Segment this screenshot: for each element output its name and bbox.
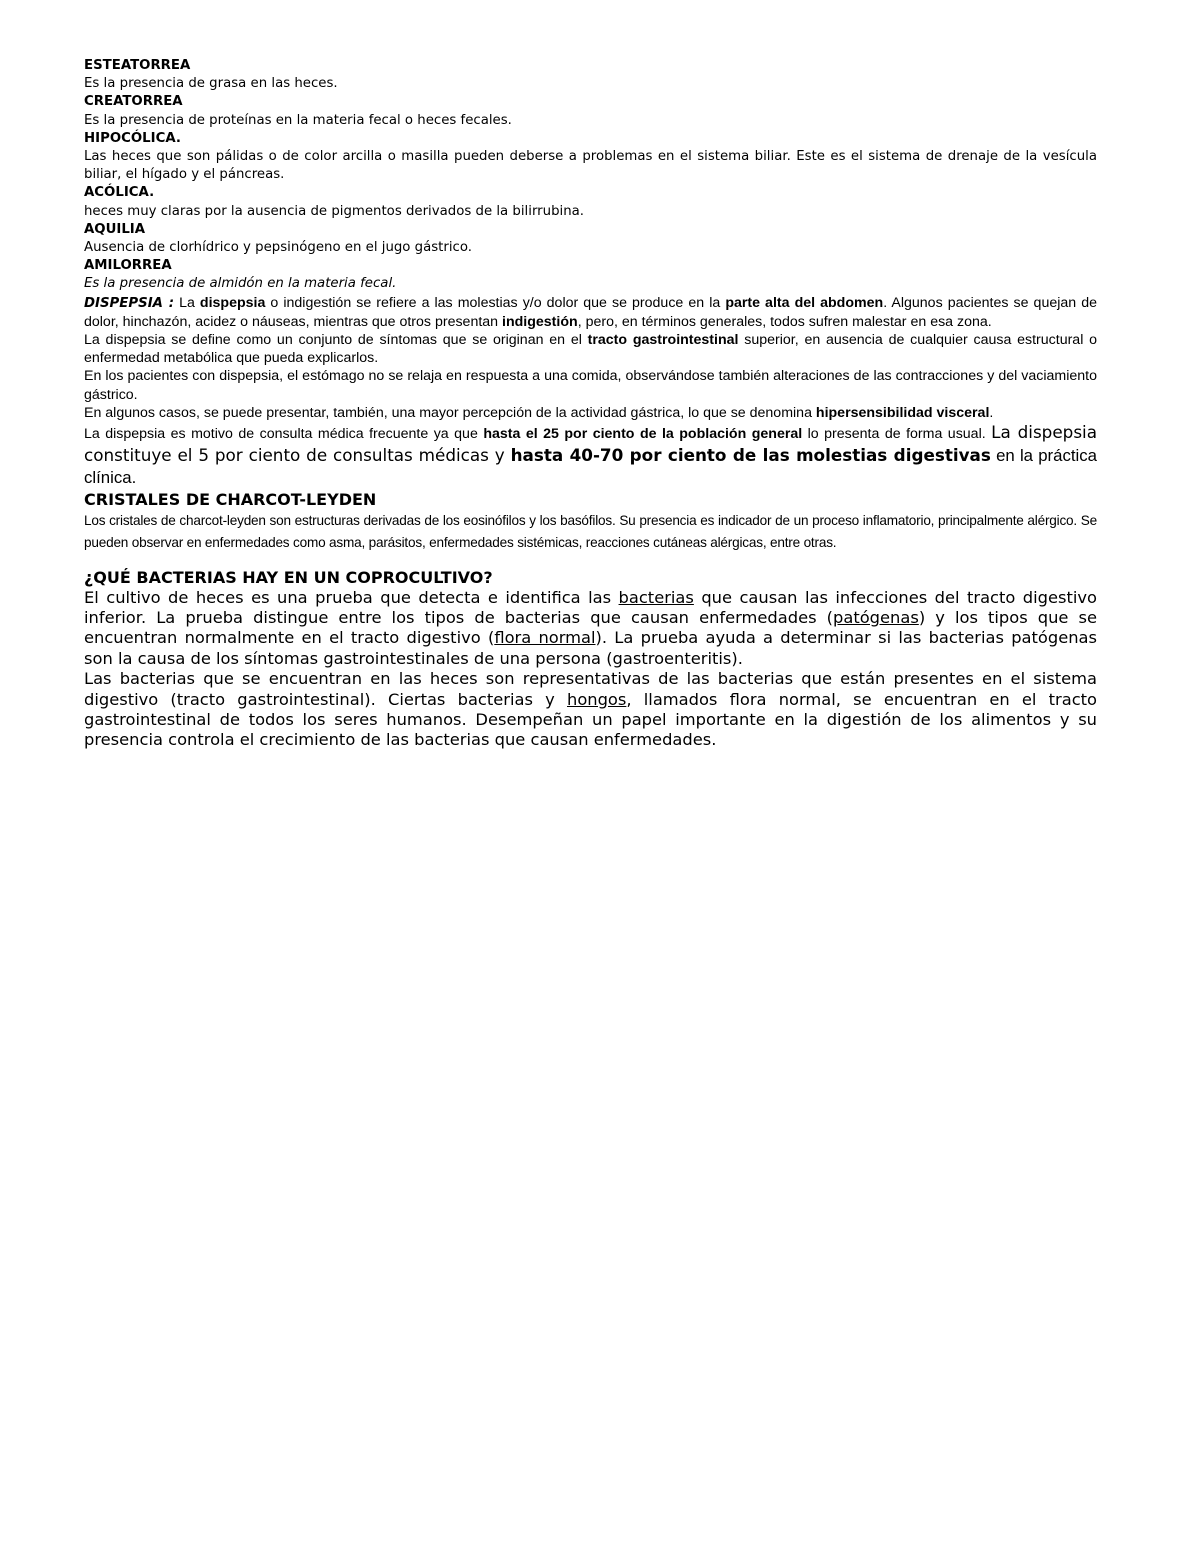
paragraph-dispepsia-5: La dispepsia es motivo de consulta médica frecuente ya que hasta el 25 por ciento de la población general lo presenta de forma usual. La dispepsia constituye el 5 por ciento de consultas médicas y hasta 40-70 por ciento de las molestias digestivas en la práctica clínica.	[84, 422, 1098, 488]
paragraph-coprocultivo-1: El cultivo de heces es una prueba que detecta e identifica las bacterias que causan las infecciones del tracto digestivo inferior. La prueba distingue entre los tipos de bacterias que causan enfermedades (patógenas) y los tipos que se encuentran normalmente en el tracto digestivo (flora normal). La prueba ayuda a determinar si las bacterias patógenas son la causa de los síntomas gastrointestinales de una persona (gastroenteritis).	[84, 587, 1098, 668]
text-esteatorrea: Es la presencia de grasa en las heces.	[84, 76, 338, 92]
heading-amilorrea: AMILORREA	[84, 258, 172, 274]
heading-creatorrea: CREATORREA	[84, 94, 183, 110]
text-hipocolica: Las heces que son pálidas o de color arcilla o masilla pueden deberse a problemas en el sistema biliar. Este es el sistema de drenaje de la vesícula biliar, el hígado y el páncreas.	[84, 149, 1097, 183]
paragraph-coprocultivo-2: Las bacterias que se encuentran en las heces son representativas de las bacterias que están presentes en el sistema digestivo (tracto gastrointestinal). Ciertas bacterias y hongos, llamados flora normal, se encuentran en el tracto gastrointestinal de todos los seres humanos. Desempeñan un papel importante en la digestión de los alimentos y su presencia controla el crecimiento de las bacterias que causan enfermedades.	[84, 669, 1097, 750]
heading-charcot-leyden: CRISTALES DE CHARCOT-LEYDEN	[84, 489, 377, 509]
heading-hipocolica: HIPOCÓLICA.	[84, 130, 181, 146]
text-creatorrea: Es la presencia de proteínas en la materia fecal o heces fecales.	[84, 112, 512, 128]
spacer	[84, 554, 1097, 568]
text-acolica: heces muy claras por la ausencia de pigmentos derivados de la bilirrubina.	[84, 203, 585, 219]
heading-coprocultivo: ¿QUÉ BACTERIAS HAY EN UN COPROCULTIVO?	[84, 567, 493, 587]
text-charcot-leyden: Los cristales de charcot-leyden son estructuras derivadas de los eosinófilos y los basófilos. Su presencia es indicador de un proceso inflamatorio, principalmente alérgico. Se pueden observar en enfermedades como asma, parásitos, enfermedades sistémicas, reacciones cutáneas alérgicas, entre otras.	[84, 512, 1097, 550]
paragraph-dispepsia-3: En los pacientes con dispepsia, el estómago no se relaja en respuesta a una comida, observándose también alteraciones de las contracciones y del vaciamiento gástrico.	[84, 368, 1097, 403]
heading-esteatorrea: ESTEATORREA	[84, 58, 191, 73]
text-amilorrea: Es la presencia de almidón en la materia fecal.	[84, 276, 397, 292]
link-bacterias[interactable]: bacterias	[618, 587, 694, 607]
text-aquilia: Ausencia de clorhídrico y pepsinógeno en el jugo gástrico.	[84, 240, 472, 256]
paragraph-dispepsia-1: DISPEPSIA : La dispepsia o indigestión se refiere a las molestias y/o dolor que se produce en la parte alta del abdomen. Algunos pacientes se quejan de dolor, hinchazón, acidez o náuseas, mientras que otros presentan indigestión, pero, en términos generales, todos sufren malestar en esa zona.	[84, 294, 1097, 330]
paragraph-dispepsia-2: La dispepsia se define como un conjunto de síntomas que se originan en el tracto gastrointestinal superior, en ausencia de cualquier causa estructural o enfermedad metabólica que pueda explicarlos.	[84, 332, 1098, 367]
heading-acolica: ACÓLICA.	[84, 185, 155, 201]
link-patogenas[interactable]: patógenas	[833, 607, 919, 627]
link-flora-normal[interactable]: flora normal	[494, 628, 596, 648]
document-body	[84, 57, 1097, 751]
heading-dispepsia: DISPEPSIA :	[84, 295, 175, 311]
link-hongos[interactable]: hongos	[567, 689, 627, 709]
paragraph-dispepsia-4: En algunos casos, se puede presentar, también, una mayor percepción de la actividad gástrica, lo que se denomina hipersensibilidad visceral.	[84, 404, 994, 421]
heading-aquilia: AQUILIA	[84, 221, 146, 237]
